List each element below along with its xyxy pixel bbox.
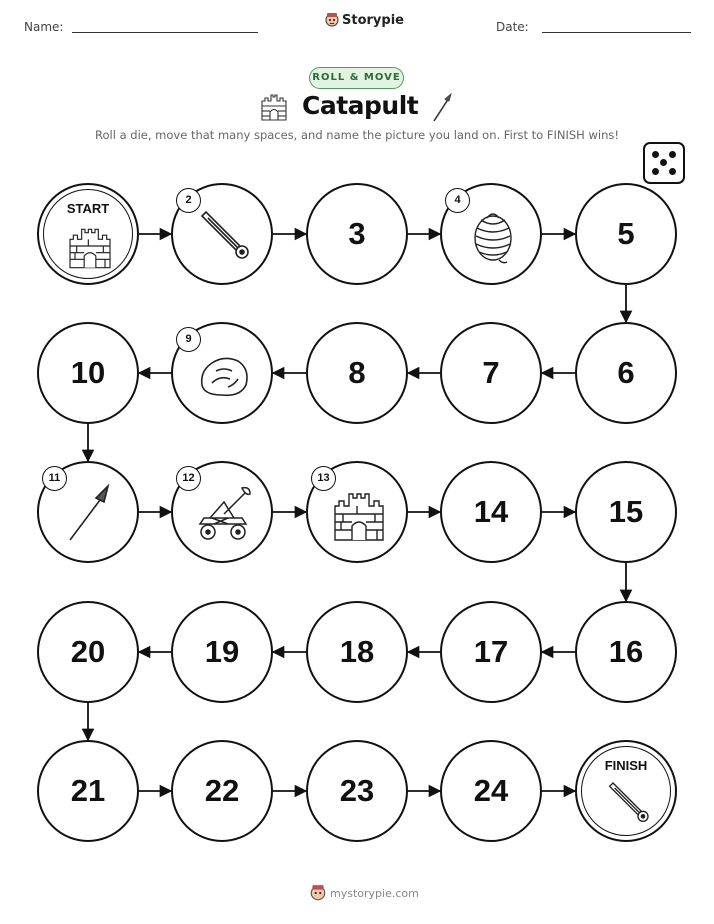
space-number-badge: 13: [311, 466, 336, 491]
board-space: [575, 601, 677, 703]
board-space: [306, 461, 408, 563]
board-space: [306, 740, 408, 842]
board-space: [306, 322, 408, 424]
footer-site[interactable]: mystorypie.com: [330, 886, 419, 900]
board-space: [575, 322, 677, 424]
mascot-icon: [310, 884, 326, 902]
board-space: [171, 601, 273, 703]
instructions: Roll a die, move that many spaces, and name the picture you land on. First to FINISH wins!: [95, 128, 619, 142]
board-space: [171, 322, 273, 424]
brand-name: Storypie: [342, 12, 404, 28]
space-number: 24: [473, 773, 509, 808]
space-number-badge: 9: [176, 327, 201, 352]
space-number-badge: 12: [176, 466, 201, 491]
plank-icon: [603, 778, 653, 828]
space-number: 16: [608, 634, 644, 669]
board-space: [171, 461, 273, 563]
board-space: [306, 601, 408, 703]
board-space: [575, 183, 677, 285]
board-space: [440, 740, 542, 842]
space-number: 17: [473, 634, 509, 669]
space-number-badge: 4: [445, 188, 470, 213]
space-number: 15: [608, 494, 644, 529]
space-number: 7: [482, 355, 500, 390]
name-label: Name:: [24, 20, 64, 34]
board-space: [37, 740, 139, 842]
space-number: 10: [70, 355, 106, 390]
board-space: [306, 183, 408, 285]
footer: [310, 884, 419, 902]
board-space: [37, 322, 139, 424]
space-number: 19: [204, 634, 240, 669]
space-number: 21: [70, 773, 106, 808]
finish-label: FINISH: [604, 758, 648, 773]
board-space: [440, 183, 542, 285]
space-number: 8: [348, 355, 366, 390]
start-space: [37, 183, 139, 285]
board-space: [440, 601, 542, 703]
board-space: [37, 601, 139, 703]
spear-icon: [60, 484, 120, 544]
space-number: 23: [339, 773, 375, 808]
plank-icon: [194, 206, 254, 266]
board-space: [171, 740, 273, 842]
page-title: Catapult: [302, 91, 419, 120]
space-number-badge: 2: [176, 188, 201, 213]
board-space: [171, 183, 273, 285]
castle-icon: [329, 484, 389, 544]
activity-tag: ROLL & MOVE: [309, 67, 404, 89]
start-label: START: [66, 201, 110, 216]
board-space: [37, 461, 139, 563]
board-space: [575, 461, 677, 563]
space-number: 5: [617, 216, 635, 251]
finish-space: [575, 740, 677, 842]
space-number: 20: [70, 634, 106, 669]
space-number: 3: [348, 216, 366, 251]
catapult-icon: [194, 484, 254, 544]
castle-icon: [65, 221, 115, 271]
space-number: 6: [617, 355, 635, 390]
rope-icon: [463, 206, 523, 266]
board-space: [440, 322, 542, 424]
space-number: 14: [473, 494, 509, 529]
space-number-badge: 11: [42, 466, 67, 491]
space-number: 22: [204, 773, 240, 808]
rock-icon: [194, 345, 254, 405]
date-label: Date:: [496, 20, 529, 34]
space-number: 18: [339, 634, 375, 669]
board-space: [440, 461, 542, 563]
